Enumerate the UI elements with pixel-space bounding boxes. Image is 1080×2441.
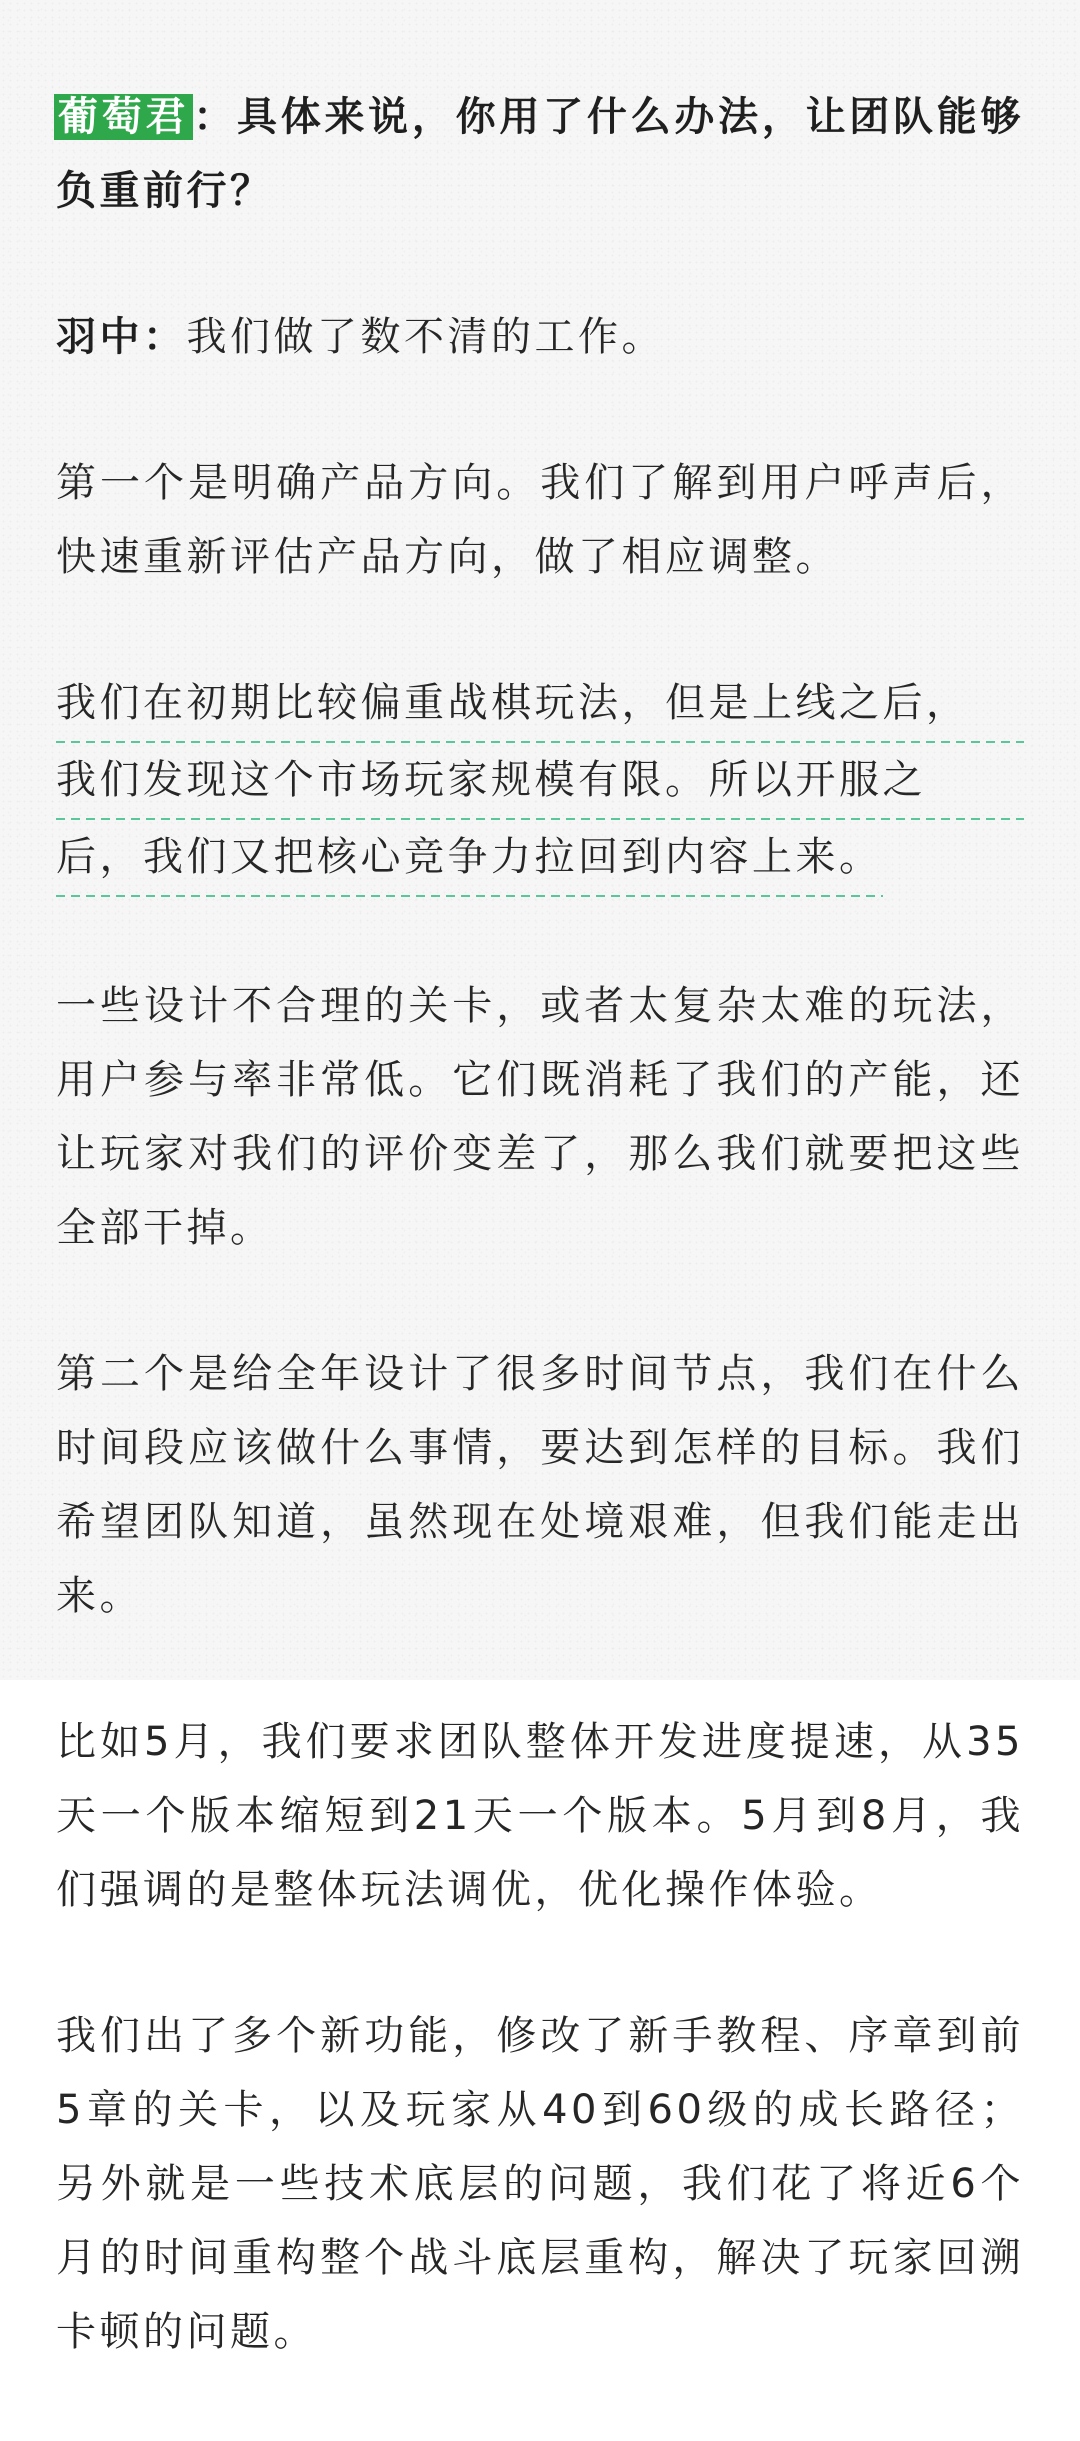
paragraph-timeline: 第二个是给全年设计了很多时间节点，我们在什么时间段应该做什么事情，要达到怎样的目标。我们希望团队知道，虽然现在处境艰难，但我们能走出来。 [56, 1351, 1024, 1619]
question-paragraph [56, 80, 1024, 228]
paragraph-may-schedule: 比如5月，我们要求团队整体开发进度提速，从35天一个版本缩短到21天一个版本。5月到8月，我们强调的是整体玩法调优，优化操作体验。 [56, 1719, 1024, 1913]
paragraph-new-features: 我们出了多个新功能，修改了新手教程、序章到前5章的关卡，以及玩家从40到60级的成长路径；另外就是一些技术底层的问题，我们花了将近6个月的时间重构整个战斗底层重构，解决了玩家回溯卡顿的问题。 [56, 2013, 1024, 2355]
paragraph-direction: 第一个是明确产品方向。我们了解到用户呼声后，快速重新评估产品方向，做了相应调整。 [56, 460, 1024, 580]
underlined-paragraph [56, 666, 1024, 897]
article-body [56, 80, 1024, 2441]
underlined-line-1: 我们在初期比较偏重战棋玩法，但是上线之后， [56, 666, 1024, 743]
answer-intro-text: 我们做了数不清的工作。 [186, 314, 665, 360]
underlined-line-3: 后，我们又把核心竞争力拉回到内容上来。 [56, 820, 883, 897]
paragraph-levels: 一些设计不合理的关卡，或者太复杂太难的玩法，用户参与率非常低。它们既消耗了我们的产能，还让玩家对我们的评价变差了，那么我们就要把这些全部干掉。 [56, 983, 1024, 1251]
question-text: 具体来说，你用了什么办法，让团队能够负重前行？ [56, 94, 1025, 214]
underlined-line-2: 我们发现这个市场玩家规模有限。所以开服之 [56, 743, 1024, 820]
speaker-colon: ： [193, 94, 237, 140]
answer-speaker: 羽中： [56, 314, 187, 360]
answer-intro-paragraph [56, 300, 1024, 374]
speaker-highlight-name: 葡萄君 [54, 94, 193, 140]
